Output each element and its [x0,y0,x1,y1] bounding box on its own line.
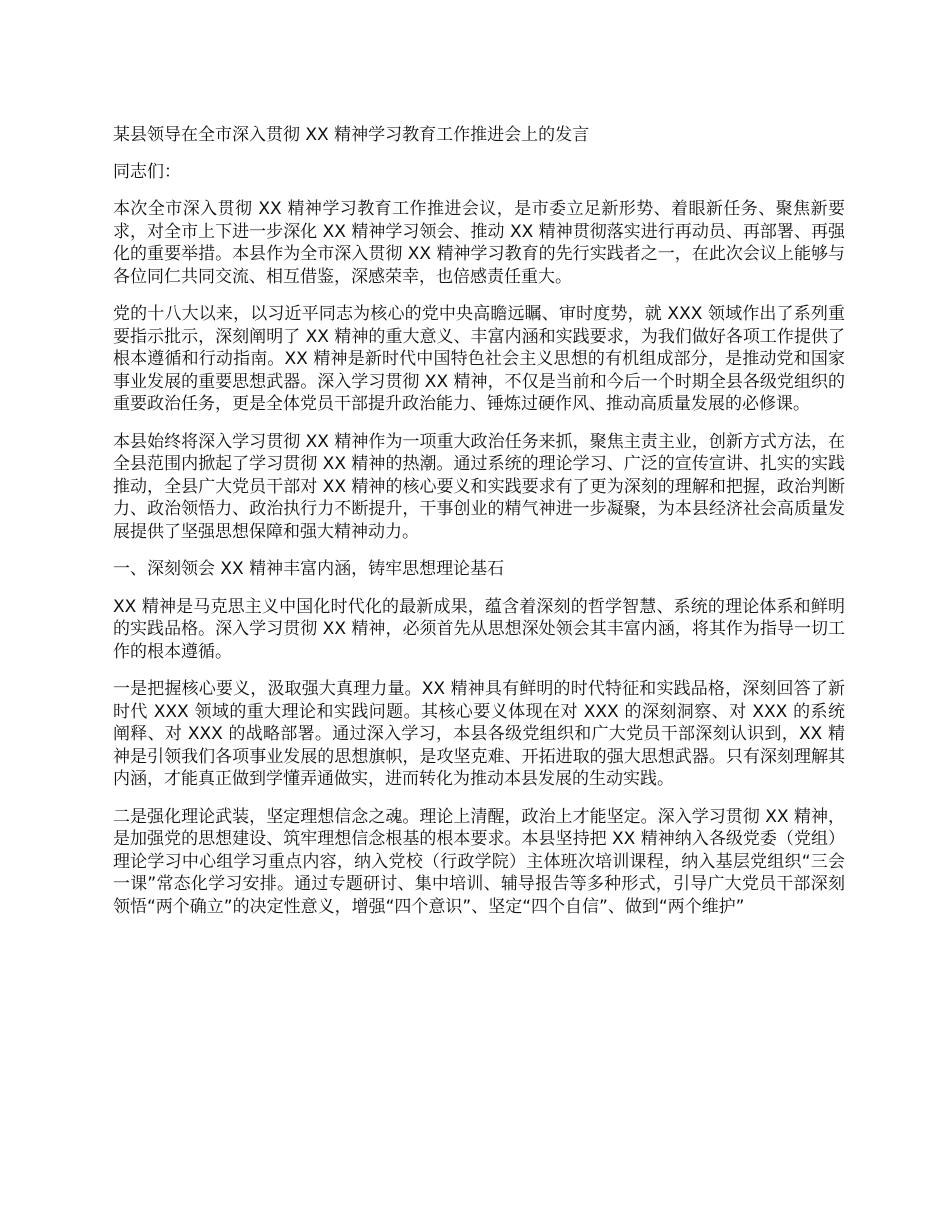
section-heading-1: 一、深刻领会 XX 精神丰富内涵，铸牢思想理论基石 [113,559,505,579]
paragraph-point-2: 二是强化理论武装，坚定理想信念之魂。理论上清醒，政治上才能坚定。深入学习贯彻 XX 精神，是加强党的思想建设、筑牢理想信念根基的根本要求。本县坚持把 XX 精神纳入各级党委（党组）理论学习中心组学习重点内容，纳入党校（行政学院）主体班次培训课程，纳入基层党组织“三会一课”常态化学习安排。通过专题研讨、集中培训、辅导报告等多种形式，引导广大党员干部深刻领悟“两个确立”的决定性意义，增强“四个意识”、坚定“四个自信”、做到“两个维护” [113,806,845,917]
paragraph-background: 党的十八大以来，以习近平同志为核心的党中央高瞻远瞩、审时度势，就 XXX 领域作出了系列重要指示批示，深刻阐明了 XX 精神的重大意义、丰富内涵和实践要求，为我们做好各项工作提供了根本遵循和行动指南。XX 精神是新时代中国特色社会主义思想的有机组成部分，是推动党和国家事业发展的重要思想武器。深入学习贯彻 XX 精神，不仅是当前和今后一个时期全县各级党组织的重要政治任务，更是全体党员干部提升政治能力、锤炼过硬作风、推动高质量发展的必修课。 [113,304,845,414]
salutation: 同志们： [113,161,181,182]
paragraph-county-practice: 本县始终将深入学习贯彻 XX 精神作为一项重大政治任务来抓，聚焦主责主业，创新方式方法，在全县范围内掀起了学习贯彻 XX 精神的热潮。通过系统的理论学习、广泛的宣传宣讲、扎实的实践推动，全县广大党员干部对 XX 精神的核心要义和实践要求有了更为深刻的理解和把握，政治判断力、政治领悟力、政治执行力不断提升，干事创业的精气神进一步凝聚，为本县经济社会高质量发展提供了坚强思想保障和强大精神动力。 [113,431,845,542]
paragraph-point-1: 一是把握核心要义，汲取强大真理力量。XX 精神具有鲜明的时代特征和实践品格，深刻回答了新时代 XXX 领域的重大理论和实践问题。其核心要义体现在对 XXX 的深刻洞察、对 XXX 的系统阐释、对 XXX 的战略部署。通过深入学习，本县各级党组织和广大党员干部深刻认识到，XX 精神是引领我们各项事业发展的思想旗帜，是攻坚克难、开拓进取的强大思想武器。只有深刻理解其内涵，才能真正做到学懂弄通做实，进而转化为推动本县发展的生动实践。 [113,679,845,789]
paragraph-intro: 本次全市深入贯彻 XX 精神学习教育工作推进会议，是市委立足新形势、着眼新任务、聚焦新要求，对全市上下进一步深化 XX 精神学习领会、推动 XX 精神贯彻落实进行再动员、再部署、再强化的重要举措。本县作为全市深入贯彻 XX 精神学习教育的先行实践者之一，在此次会议上能够与各位同仁共同交流、相互借鉴，深感荣幸，也倍感责任重大。 [113,199,845,287]
paragraph-section-1-intro: XX 精神是马克思主义中国化时代化的最新成果，蕴含着深刻的哲学智慧、系统的理论体系和鲜明的实践品格。深入学习贯彻 XX 精神，必须首先从思想深处领会其丰富内涵，将其作为指导一切工作的根本遵循。 [113,596,845,662]
document-title: 某县领导在全市深入贯彻 XX 精神学习教育工作推进会上的发言 [113,125,590,145]
document-body [113,124,845,933]
